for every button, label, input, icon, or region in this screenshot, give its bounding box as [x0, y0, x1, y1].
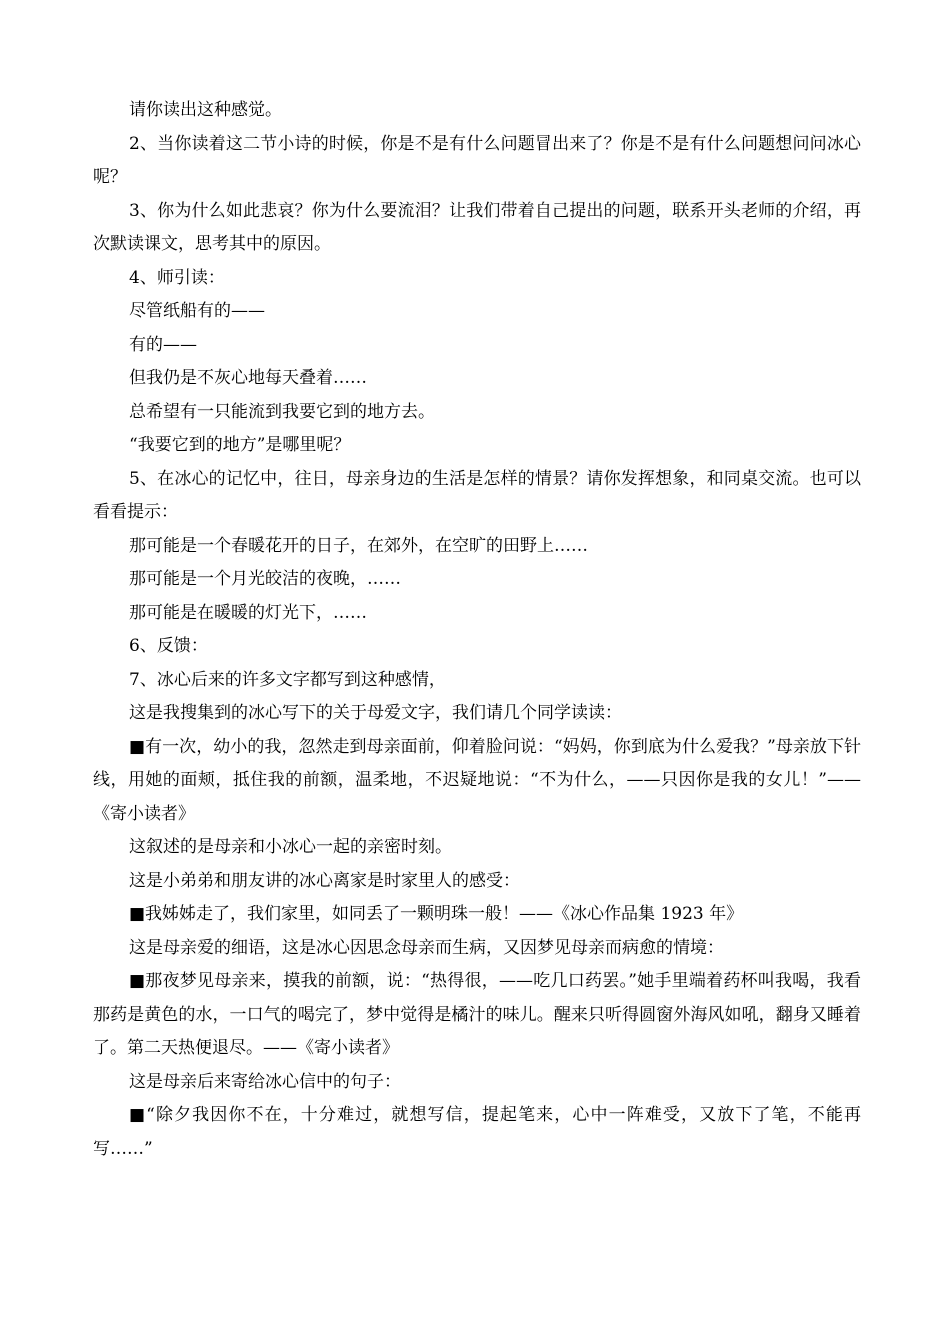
paragraph-question-3: 3、你为什么如此悲哀？你为什么要流泪？让我们带着自己提出的问题，联系开头老师的介绍，再次默读课文，思考其中的原因。: [93, 200, 861, 254]
paragraph-commentary-3: 这是母亲爱的细语，这是冰心因思念母亲而生病，又因梦见母亲而病愈的情境：: [129, 937, 724, 958]
paragraph-collection-intro: 这是我搜集到的冰心写下的关于母爱文字，我们请几个同学读读：: [129, 703, 622, 723]
paragraph-poem-line-4: 总希望有一只能流到我要它到的地方去。: [129, 401, 435, 422]
paragraph-commentary-2: 这是小弟弟和朋友讲的冰心离家是时家里人的感受：: [129, 870, 520, 891]
paragraph-poem-line-2: 有的——: [129, 334, 197, 355]
paragraph-question-2: 2、当你读着这二节小诗的时候，你是不是有什么问题冒出来了？你是不是有什么问题想问问冰心呢？: [93, 133, 861, 187]
paragraph-quote-1: ■有一次，幼小的我，忽然走到母亲面前，仰着脸问说：“妈妈，你到底为什么爱我？”母亲放下针线，用她的面颊，抵住我的前额，温柔地，不迟疑地说：“不为什么，——只因你是我的女儿！”——《寄小读者》: [93, 736, 861, 824]
paragraph-step-5: 5、在冰心的记忆中，往日，母亲身边的生活是怎样的情景？请你发挥想象，和同桌交流。也可以看看提示：: [93, 468, 861, 522]
paragraph-poem-line-3: 但我仍是不灰心地每天叠着……: [129, 368, 367, 388]
paragraph-step-6: 6、反馈：: [129, 636, 208, 656]
paragraph-hint-1: 那可能是一个春暖花开的日子，在郊外，在空旷的田野上……: [129, 535, 588, 556]
paragraph-hint-2: 那可能是一个月光皎洁的夜晚，……: [129, 569, 401, 589]
paragraph-step-7: 7、冰心后来的许多文字都写到这种感情，: [129, 669, 446, 690]
paragraph-step-4: 4、师引读：: [129, 267, 225, 288]
paragraph-quote-3: ■那夜梦见母亲来，摸我的前额，说：“热得很，——吃几口药罢。”她手里端着药杯叫我喝，我看那药是黄色的水，一口气的喝完了，梦中觉得是橘汁的味儿。醒来只听得圆窗外海风如吼，翻身又睡着了。第二天热便退尽。——《寄小读者》: [93, 971, 861, 1058]
paragraph-reading-prompt: 请你读出这种感觉。: [129, 100, 282, 120]
paragraph-commentary-4: 这是母亲后来寄给冰心信中的句子：: [129, 1071, 401, 1092]
paragraph-poem-line-1: 尽管纸船有的——: [129, 301, 265, 321]
paragraph-commentary-1: 这叙述的是母亲和小冰心一起的亲密时刻。: [129, 837, 452, 857]
paragraph-quote-2: ■我姊姊走了，我们家里，如同丢了一颗明珠一般！——《冰心作品集 1923 年》: [129, 904, 744, 924]
paragraph-hint-3: 那可能是在暖暖的灯光下，……: [129, 602, 367, 623]
paragraph-poem-question: “我要它到的地方”是哪里呢？: [129, 435, 351, 455]
document-body: [93, 94, 861, 1166]
paragraph-quote-4: ■“除夕我因你不在，十分难过，就想写信，提起笔来，心中一阵难受，又放下了笔，不能再写……”: [93, 1105, 861, 1159]
